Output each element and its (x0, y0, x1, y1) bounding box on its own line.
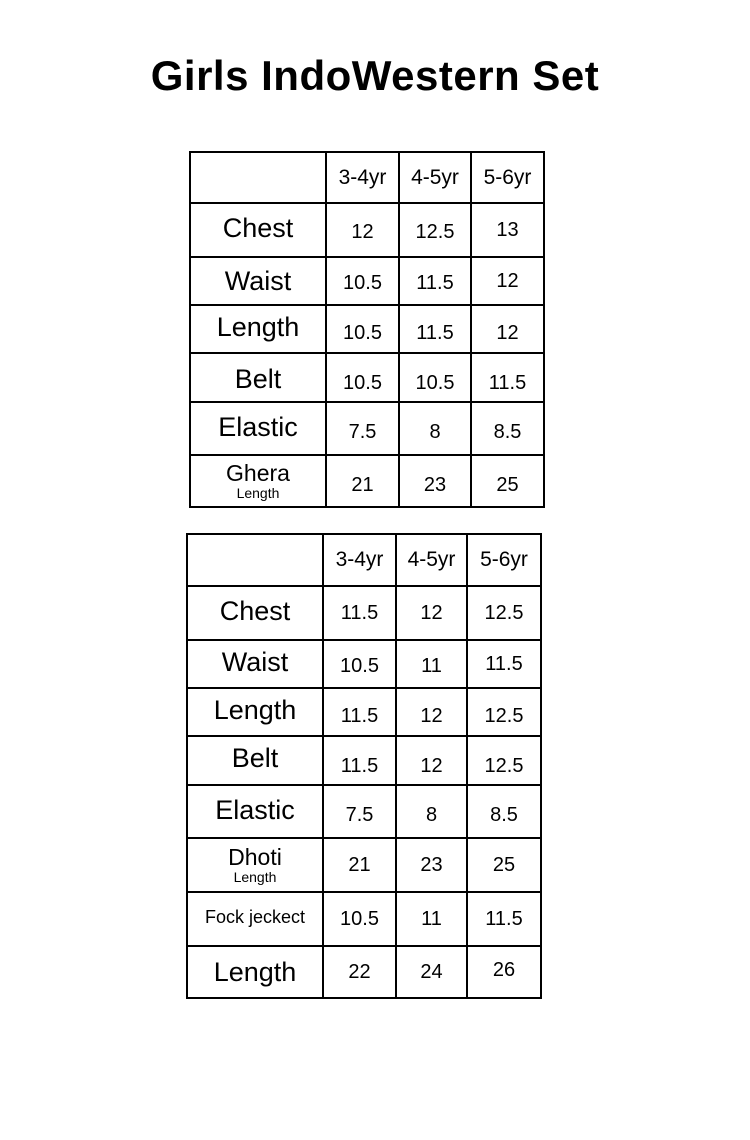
header-size-5-6: 5-6yr (467, 534, 541, 586)
table-row (187, 785, 541, 838)
value: 10.5 (340, 907, 379, 930)
row-label: Waist (224, 265, 292, 296)
value: 11 (421, 907, 442, 930)
value-cell (471, 353, 544, 402)
value-cell (467, 838, 541, 892)
row-label-cell (190, 203, 326, 257)
value-cell (396, 892, 467, 946)
table-header-row (190, 152, 544, 203)
value: 12 (420, 755, 443, 777)
value: 23 (423, 473, 447, 496)
value: 7.5 (348, 421, 377, 443)
row-label-cell (187, 838, 323, 892)
table-row (187, 736, 541, 785)
table-row (187, 688, 541, 736)
value-cell (323, 946, 396, 998)
value-cell (396, 785, 467, 838)
value-cell (467, 736, 541, 785)
header-corner-cell (187, 534, 323, 586)
value: 23 (420, 853, 443, 876)
value: 10.5 (340, 654, 379, 677)
value: 12 (420, 704, 443, 727)
table-row (187, 838, 541, 892)
table-header-row (187, 534, 541, 586)
value-cell (323, 688, 396, 736)
value-cell (323, 640, 396, 688)
row-label-cell (187, 736, 323, 785)
value: 10.5 (343, 372, 382, 394)
value-cell (326, 257, 399, 305)
value: 11.5 (485, 907, 523, 930)
value: 12.5 (415, 220, 455, 243)
row-label-cell (190, 353, 326, 402)
value-cell (323, 586, 396, 640)
value-cell (467, 688, 541, 736)
size-chart-table-2 (186, 533, 542, 999)
row-label-cell (187, 892, 323, 946)
value-cell (467, 640, 541, 688)
row-label: Fock jeckect (204, 907, 306, 927)
row-label: Belt (234, 364, 282, 394)
value-cell (471, 305, 544, 353)
row-label-cell (187, 586, 323, 640)
value: 10.5 (343, 321, 382, 344)
value-cell (467, 946, 541, 998)
value-cell (399, 455, 471, 507)
row-label: Belt (231, 743, 279, 773)
value: 12 (420, 601, 443, 624)
value-cell (396, 946, 467, 998)
value: 25 (492, 853, 516, 876)
value: 25 (496, 473, 519, 496)
row-label: Elastic (215, 795, 295, 825)
value: 11 (421, 654, 442, 677)
value: 11.5 (416, 271, 454, 294)
row-label: Elastic (218, 412, 298, 442)
row-label-cell (190, 305, 326, 353)
table-row (190, 402, 544, 455)
row-sublabel: Length (233, 869, 277, 885)
header-size-3-4: 3-4yr (323, 534, 396, 586)
row-label: Length (213, 956, 297, 987)
header-size-3-4: 3-4yr (326, 152, 399, 203)
value: 8.5 (493, 421, 522, 443)
value: 22 (348, 960, 371, 983)
row-label-cell (190, 402, 326, 455)
value: 12.5 (484, 704, 524, 727)
value-cell (471, 257, 544, 305)
value-cell (396, 838, 467, 892)
value-cell (326, 353, 399, 402)
value-cell (323, 736, 396, 785)
header-size-4-5: 4-5yr (399, 152, 471, 203)
row-label-cell (190, 257, 326, 305)
row-label-cell (190, 455, 326, 507)
value: 12 (496, 321, 519, 344)
value: 11.5 (340, 601, 379, 624)
row-label: Length (213, 694, 297, 725)
value-cell (467, 586, 541, 640)
table-row (187, 946, 541, 998)
value-cell (471, 455, 544, 507)
value-cell (399, 353, 471, 402)
value: 11.5 (416, 321, 454, 344)
table-row (190, 257, 544, 305)
value-cell (467, 785, 541, 838)
value: 11.5 (488, 372, 527, 394)
value: 8 (429, 421, 441, 443)
row-label-cell (187, 640, 323, 688)
header-corner-cell (190, 152, 326, 203)
value-cell (396, 640, 467, 688)
value: 12 (496, 269, 519, 292)
value: 12.5 (484, 755, 524, 777)
value-cell (326, 455, 399, 507)
value-cell (399, 402, 471, 455)
row-label-cell (187, 785, 323, 838)
value: 12.5 (484, 601, 524, 624)
value-cell (467, 892, 541, 946)
value: 11.5 (340, 704, 379, 727)
row-label-cell (187, 946, 323, 998)
row-sublabel: Length (236, 485, 280, 501)
value-cell (396, 736, 467, 785)
page-title: Girls IndoWestern Set (150, 52, 600, 99)
value: 11.5 (485, 652, 523, 675)
table-row (187, 586, 541, 640)
value: 24 (420, 960, 443, 983)
value: 8.5 (490, 804, 518, 826)
value-cell (323, 838, 396, 892)
row-label: Chest (222, 212, 294, 243)
value: 26 (492, 958, 516, 981)
value-cell (399, 203, 471, 257)
value-cell (471, 402, 544, 455)
row-label: Ghera (226, 460, 290, 486)
row-label: Length (216, 311, 300, 342)
header-size-4-5: 4-5yr (396, 534, 467, 586)
table-row (190, 353, 544, 402)
table-row (187, 640, 541, 688)
size-chart-table-1 (189, 151, 545, 508)
value: 7.5 (345, 804, 374, 826)
value: 12 (351, 220, 374, 243)
value: 10.5 (343, 271, 382, 294)
value-cell (399, 257, 471, 305)
value: 10.5 (415, 372, 455, 394)
value: 21 (348, 853, 371, 876)
value-cell (396, 688, 467, 736)
value-cell (471, 203, 544, 257)
value: 21 (351, 473, 374, 496)
value-cell (326, 402, 399, 455)
row-label: Dhoti (228, 844, 282, 870)
row-label: Waist (221, 646, 289, 677)
value-cell (323, 892, 396, 946)
value-cell (326, 305, 399, 353)
value-cell (326, 203, 399, 257)
table-row (190, 203, 544, 257)
table-row (187, 892, 541, 946)
value: 13 (496, 218, 519, 241)
row-label-cell (187, 688, 323, 736)
header-size-5-6: 5-6yr (471, 152, 544, 203)
value-cell (399, 305, 471, 353)
value-cell (323, 785, 396, 838)
value-cell (396, 586, 467, 640)
table-row (190, 455, 544, 507)
value: 8 (425, 804, 438, 826)
table-row (190, 305, 544, 353)
value: 11.5 (340, 755, 379, 777)
row-label: Chest (219, 595, 291, 626)
